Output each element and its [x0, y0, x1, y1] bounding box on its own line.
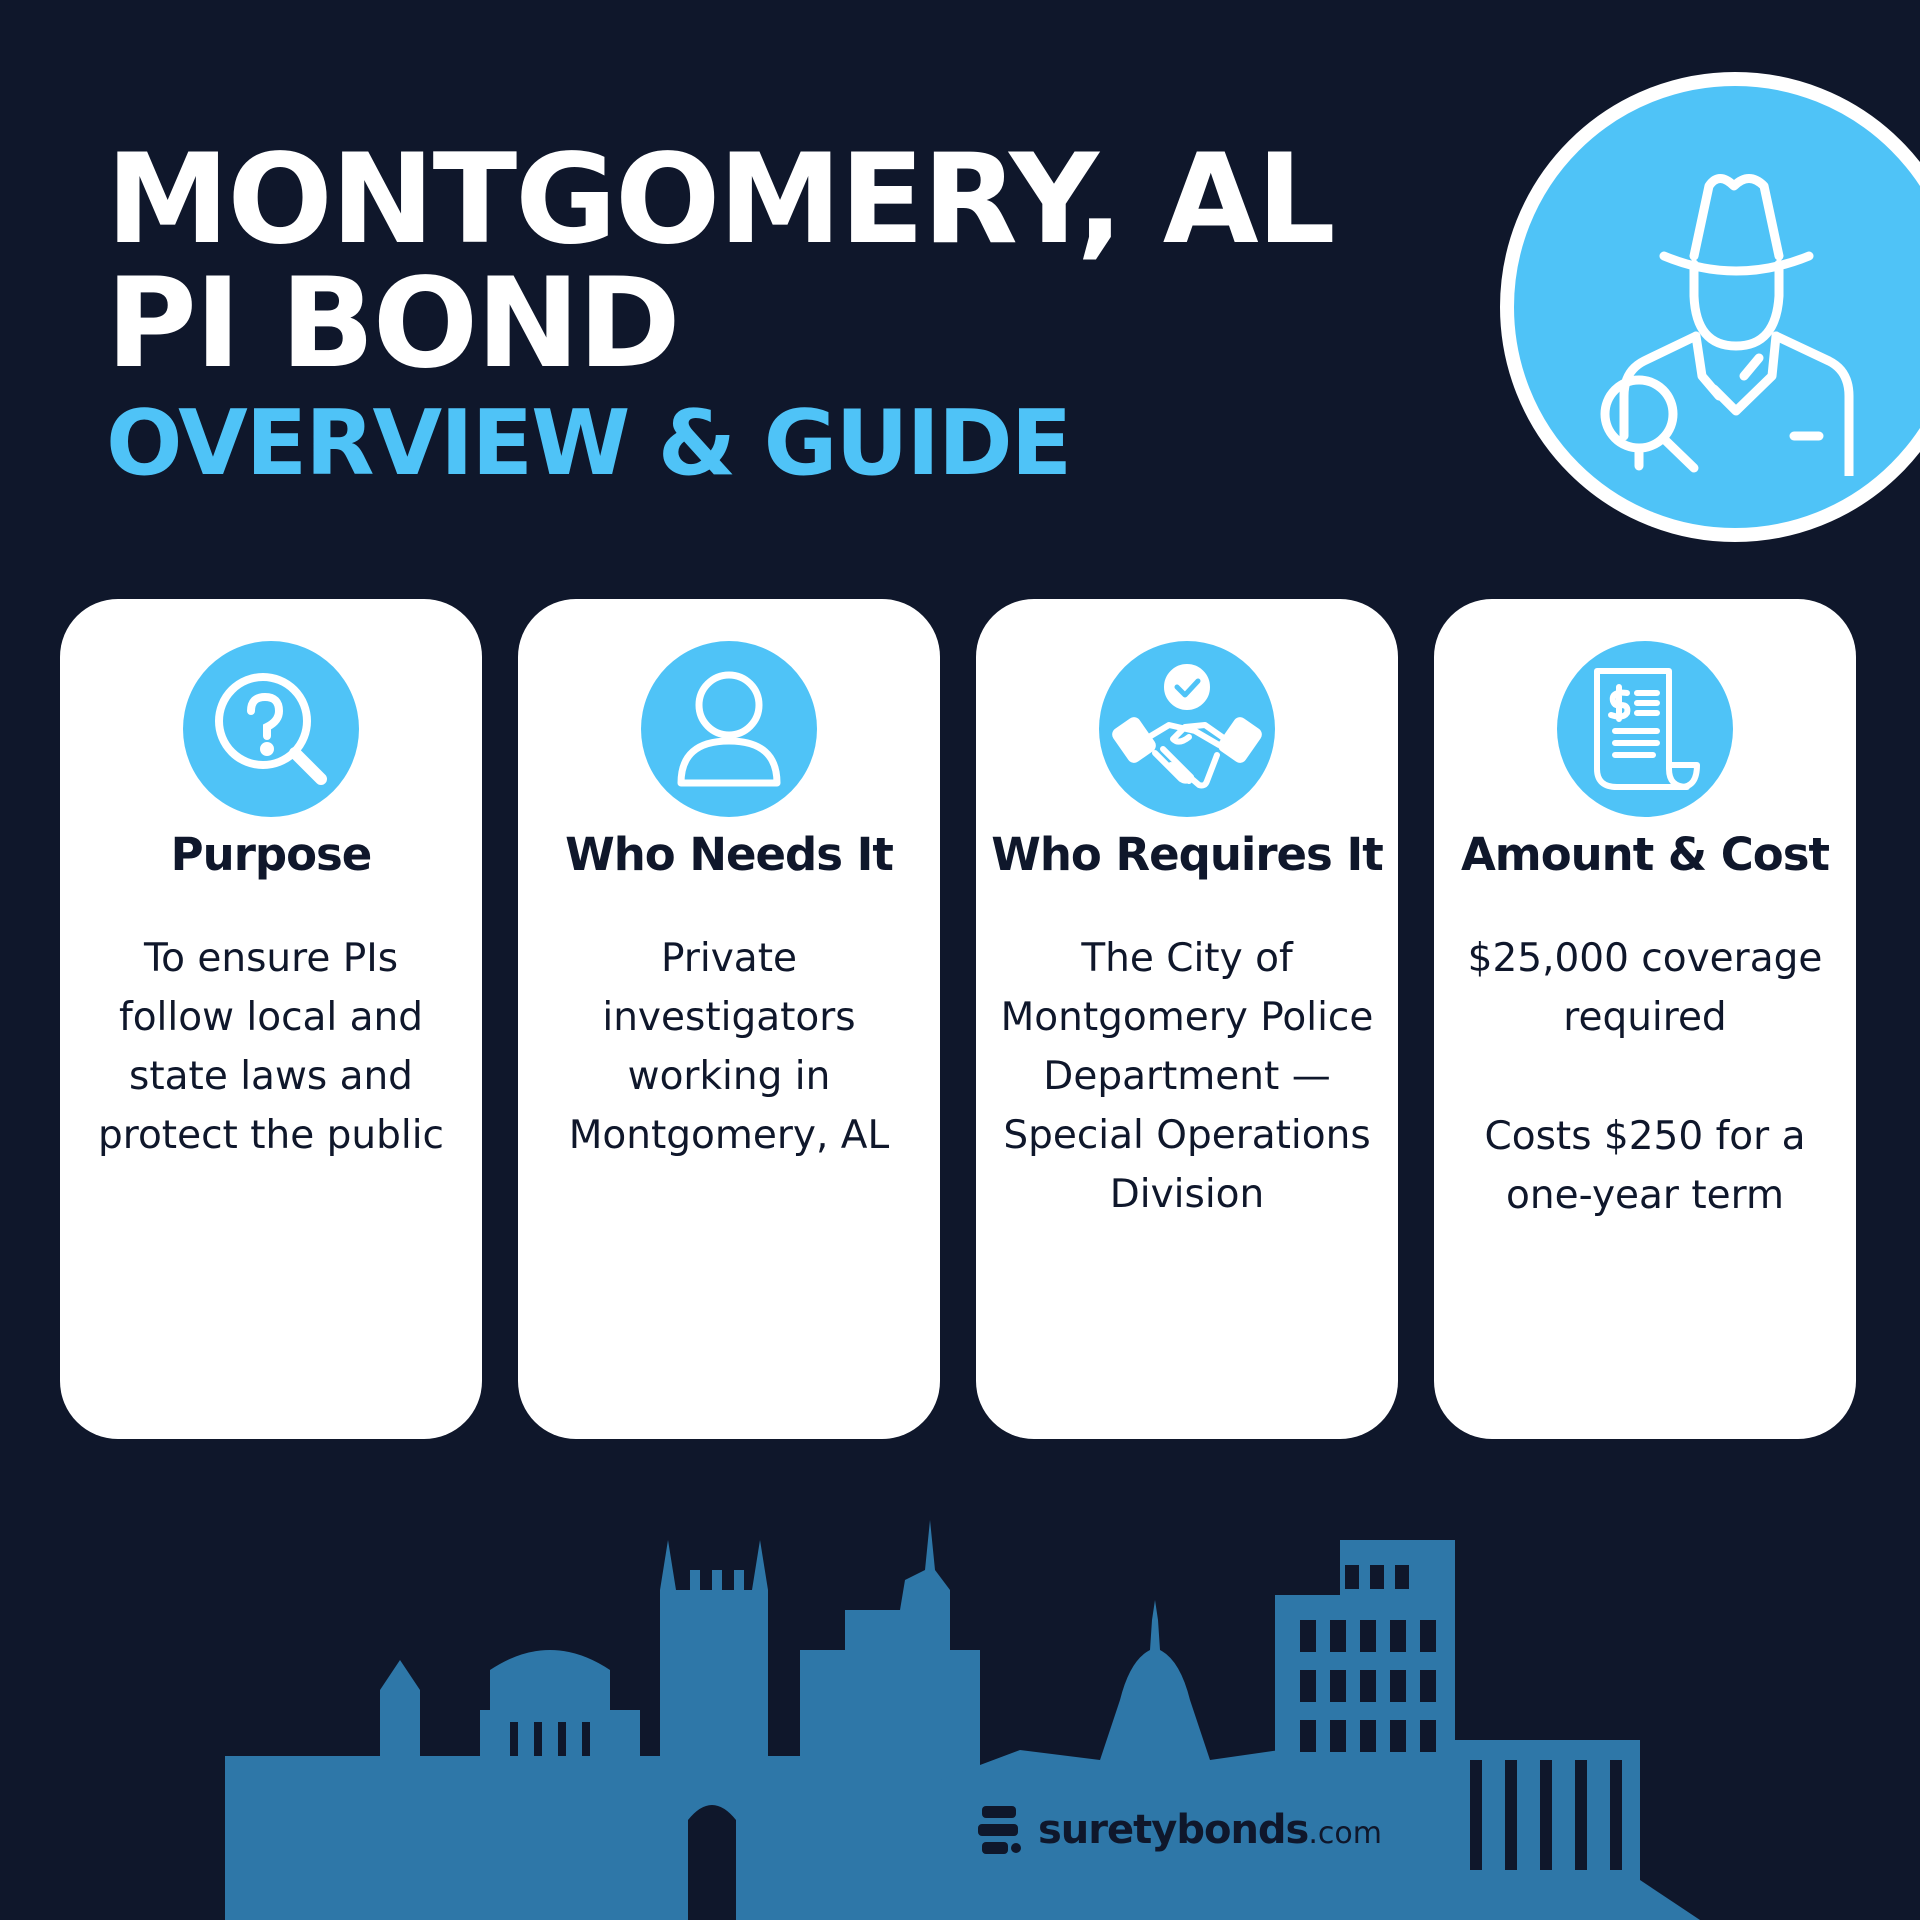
invoice-icon — [1557, 641, 1733, 817]
brand-name: suretybonds — [1038, 1807, 1309, 1853]
suretybonds-logo-icon — [976, 1802, 1022, 1858]
title-line-1: MONTGOMERY, AL — [106, 128, 1334, 272]
card-icon-badge — [641, 641, 817, 817]
hero-badge — [1500, 72, 1920, 542]
card-icon-badge — [183, 641, 359, 817]
question-magnifier-icon — [183, 641, 359, 817]
city-skyline-illustration — [0, 1510, 1920, 1920]
card-who-needs-it — [518, 599, 940, 1439]
page-subtitle: OVERVIEW & GUIDE — [106, 391, 1071, 496]
card-amount-cost — [1434, 599, 1856, 1439]
card-body-cost: Costs $250 for a one-year term — [1484, 1114, 1806, 1218]
page-title — [106, 128, 1334, 396]
card-body: The City of Montgomery Police Department — Special Operations Division — [1000, 936, 1374, 1217]
card-body: $25,000 coverage required — [1467, 936, 1823, 1040]
card-title: Who Requires It — [991, 828, 1383, 881]
card-title: Who Needs It — [565, 828, 893, 881]
card-title: Purpose — [170, 828, 372, 881]
detective-icon — [1584, 146, 1894, 476]
handshake-check-icon — [1099, 641, 1275, 817]
brand-tld: .com — [1308, 1816, 1382, 1851]
card-who-requires-it — [976, 599, 1398, 1439]
person-icon — [641, 641, 817, 817]
card-body: Private investigators working in Montgomery, AL — [568, 936, 890, 1158]
card-title: Amount & Cost — [1460, 828, 1830, 881]
card-purpose — [60, 599, 482, 1439]
card-icon-badge — [1557, 641, 1733, 817]
brand-logo — [976, 1800, 1382, 1860]
title-line-2: PI BOND — [106, 252, 679, 396]
card-icon-badge — [1099, 641, 1275, 817]
card-body: To ensure PIs follow local and state laws and protect the public — [98, 936, 444, 1158]
